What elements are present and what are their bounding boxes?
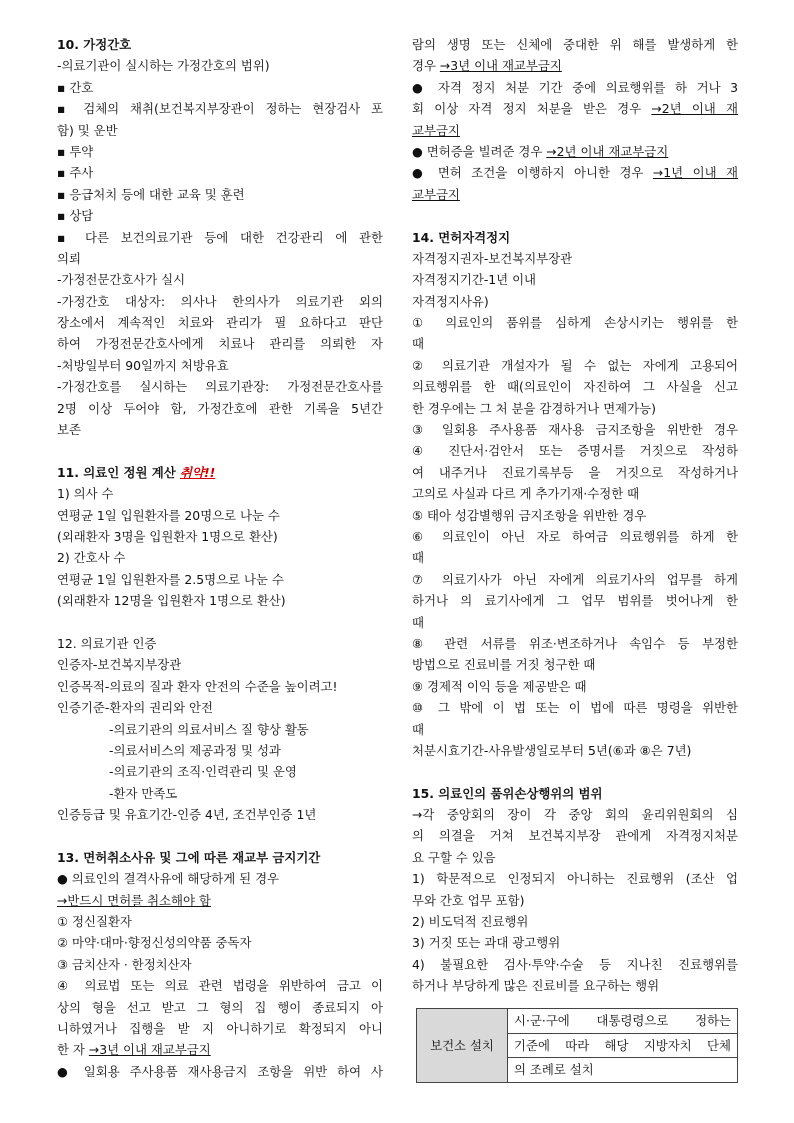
line-text: 의 의결을 거쳐 보건복지부장 관에게 자격정지처분 <box>412 828 738 844</box>
left-line <box>57 462 383 483</box>
line-text: 13. 면허취소사유 및 그에 따른 재교부 금지기간 <box>57 849 321 865</box>
line-text: 상의 형을 선고 받고 그 형의 집 행이 종료되지 아 <box>57 999 383 1015</box>
line-text: 자격정지사유) <box>412 293 489 309</box>
line-text: ① 의료인의 품위를 심하게 손상시키는 행위를 한 <box>412 315 738 331</box>
right-line <box>412 419 738 440</box>
left-line <box>57 911 383 932</box>
left-line <box>57 205 383 226</box>
right-line <box>412 34 738 55</box>
line-text: (외래환자 12명을 입원환자 1명으로 환산) <box>57 593 286 609</box>
right-line <box>412 847 738 868</box>
left-line <box>57 227 383 248</box>
health-center-box <box>416 1008 738 1083</box>
right-line <box>412 184 738 205</box>
left-line <box>57 697 383 718</box>
underlined-note: 교부금지 <box>412 186 460 202</box>
left-line <box>57 483 383 504</box>
right-line <box>412 804 738 825</box>
line-text: ▪ 응급처치 등에 대한 교육 및 훈련 <box>57 186 245 202</box>
line-text: 연평균 1일 입원환자를 2.5명으로 나눈 수 <box>57 571 284 587</box>
left-line <box>57 847 383 868</box>
line-text: -의료기관의 의료서비스 질 향상 활동 <box>109 721 309 737</box>
line-text: 2) 간호사 수 <box>57 550 126 566</box>
left-line <box>57 376 383 397</box>
line-text: 2명 이상 두어야 함, 가정간호에 관한 기록을 5년간 <box>57 400 383 416</box>
left-line <box>57 333 383 354</box>
line-text: 보존 <box>57 422 81 438</box>
left-line <box>57 1061 383 1082</box>
left-line <box>57 355 383 376</box>
line-text: -처방일부터 90일까지 처방유효 <box>57 357 229 373</box>
left-line <box>57 1039 383 1060</box>
line-text: 처분시효기간-사유발생일로부터 5년(⑥과 ⑧은 7년) <box>412 742 692 758</box>
line-text: ▪ 간호 <box>57 79 94 95</box>
left-line <box>57 291 383 312</box>
line-text: ① 정신질환자 <box>57 914 132 930</box>
left-line <box>57 612 383 633</box>
left-line <box>57 77 383 98</box>
right-line <box>412 590 738 611</box>
left-line <box>57 633 383 654</box>
line-text: 의료행위를 한 때(의료인이 자진하여 그 사실을 신고 <box>412 379 738 395</box>
line-text: 인증등급 및 유효기간-인증 4년, 조건부인증 1년 <box>57 807 317 823</box>
left-line <box>57 975 383 996</box>
line-text: ⑤ 태아 성감별행위 금지조항을 위반한 경우 <box>412 507 647 523</box>
right-line <box>412 932 738 953</box>
right-line <box>412 376 738 397</box>
line-text: 15. 의료인의 품위손상행위의 범위 <box>412 785 603 801</box>
right-line <box>412 547 738 568</box>
line-text: 12. 의료기관 인증 <box>57 635 157 651</box>
box-line-1: 시·군·구에 대통령령으로 정하는 <box>508 1009 738 1034</box>
line-text: 자격정지권자-보건복지부장관 <box>412 250 573 266</box>
right-line <box>412 205 738 226</box>
left-line <box>57 676 383 697</box>
box-line-3: 의 조례로 설치 <box>508 1058 738 1083</box>
line-text: 경우 <box>412 58 440 74</box>
left-line <box>57 141 383 162</box>
line-text: 요 구할 수 있음 <box>412 849 496 865</box>
right-line <box>412 77 738 98</box>
line-text: 하거나 부당하게 많은 진료비를 요구하는 행위 <box>412 978 660 994</box>
line-text: 한 경우에는 그 처 분을 감경하거나 면제가능) <box>412 400 656 416</box>
left-line <box>57 590 383 611</box>
right-line <box>412 890 738 911</box>
underlined-note: →2년 이내 재 <box>651 101 738 117</box>
line-text: ③ 금치산자 · 한정치산자 <box>57 956 192 972</box>
line-text: ② 마약·대마·향정신성의약품 중독자 <box>57 935 252 951</box>
left-line <box>57 932 383 953</box>
line-text: 3) 거짓 또는 과대 광고행위 <box>412 935 561 951</box>
right-line <box>412 719 738 740</box>
line-text: ⑧ 관련 서류를 위조·변조하거나 속임수 등 부정한 <box>412 635 738 651</box>
right-line <box>412 697 738 718</box>
right-column <box>412 34 738 997</box>
right-line <box>412 440 738 461</box>
line-text: ③ 일회용 주사용품 재사용 금지조항을 위반한 경우 <box>412 422 738 438</box>
line-text: 1) 의사 수 <box>57 486 114 502</box>
box-line-2: 기준에 따라 해당 지방자치 단체 <box>508 1033 738 1058</box>
left-line <box>57 868 383 889</box>
line-text: ● 의료인의 결격사유에 해당하게 된 경우 <box>57 871 280 887</box>
line-text: ⑨ 경제적 이익 등을 제공받은 때 <box>412 678 587 694</box>
left-line <box>57 440 383 461</box>
line-text: ▪ 주사 <box>57 165 94 181</box>
line-text: 때 <box>412 721 424 737</box>
right-line <box>412 162 738 183</box>
box-label: 보건소 설치 <box>417 1009 508 1083</box>
left-line <box>57 269 383 290</box>
right-line <box>412 954 738 975</box>
line-text: 자격정지기간-1년 이내 <box>412 272 537 288</box>
line-text: -의료기관이 실시하는 가정간호의 범위) <box>57 58 270 74</box>
line-text: 방법으로 진료비를 거짓 청구한 때 <box>412 657 596 673</box>
underlined-note: 교부금지 <box>412 122 460 138</box>
line-text: 1) 학문적으로 인정되지 아니하는 진료행위 (조산 업 <box>412 871 738 887</box>
left-line <box>57 526 383 547</box>
line-text: -환자 만족도 <box>109 785 178 801</box>
left-line <box>57 505 383 526</box>
line-text: 하여 가정전문간호사에게 치료나 관리를 의뢰한 자 <box>57 336 383 352</box>
line-text: -가정전문간호사가 실시 <box>57 272 186 288</box>
right-line <box>412 227 738 248</box>
line-text: 함) 및 운반 <box>57 122 118 138</box>
underlined-note: →3년 이내 재교부금지 <box>88 1042 211 1058</box>
line-text: 11. 의료인 정원 계산 <box>57 464 180 480</box>
right-line <box>412 911 738 932</box>
right-line <box>412 291 738 312</box>
underlined-note: →반드시 면허를 취소해야 함 <box>57 892 211 908</box>
left-line <box>57 162 383 183</box>
line-text: -의료서비스의 제공과정 및 성과 <box>109 742 281 758</box>
right-line <box>412 141 738 162</box>
right-line <box>412 483 738 504</box>
line-text: ● 면허 조건을 이행하지 아니한 경우 <box>412 165 653 181</box>
line-text: ⑩ 그 밖에 이 법 또는 이 법에 따른 명령을 위반한 <box>412 700 738 716</box>
line-text: 니하였거나 집행을 받 지 아니하기로 확정되지 아니 <box>57 1020 383 1036</box>
line-text: ● 면허증을 빌려준 경우 <box>412 143 547 159</box>
left-line <box>57 55 383 76</box>
line-text: 때 <box>412 336 424 352</box>
line-text: →각 중앙회의 장이 각 중앙 회의 윤리위원회의 심 <box>412 807 738 823</box>
left-line <box>57 312 383 333</box>
line-text: 연평균 1일 입원환자를 20명으로 나눈 수 <box>57 507 280 523</box>
line-text: 인증목적-의료의 질과 환자 안전의 수준을 높이려고! <box>57 678 338 694</box>
left-line <box>57 398 383 419</box>
line-text: 람의 생명 또는 신체에 중대한 위 해를 발생하게 한 <box>412 37 738 52</box>
right-line <box>412 654 738 675</box>
line-text: ④ 의료법 또는 의료 관련 법령을 위반하여 금고 이 <box>57 978 383 994</box>
right-line <box>412 761 738 782</box>
left-line <box>57 184 383 205</box>
right-line <box>412 825 738 846</box>
line-text: 때 <box>412 550 424 566</box>
line-text: 하거나 의 료기사에게 그 업무 범위를 벗어나게 한 <box>412 593 738 609</box>
line-text: ⑦ 의료기사가 아닌 자에게 의료기사의 업무를 하게 <box>412 571 738 587</box>
left-line <box>57 34 383 55</box>
left-line <box>57 719 383 740</box>
right-line <box>412 569 738 590</box>
right-line <box>412 120 738 141</box>
underlined-note: →3년 이내 재교부금지 <box>439 58 562 74</box>
line-text: 장소에서 계속적인 치료와 관리가 필 요하다고 판단 <box>57 315 383 331</box>
right-line <box>412 462 738 483</box>
right-line <box>412 740 738 761</box>
line-text: ▪ 상담 <box>57 208 94 224</box>
line-text: ④ 진단서·검안서 또는 증명서를 거짓으로 작성하 <box>412 443 738 459</box>
left-line <box>57 890 383 911</box>
line-text: 4) 불필요한 검사·투약·수술 등 지나친 진료행위를 <box>412 956 738 972</box>
line-text: ● 자격 정지 처분 기간 중에 의료행위를 하 거나 3 <box>412 79 738 95</box>
line-text: 때 <box>412 614 424 630</box>
line-text: ● 일회용 주사용품 재사용금지 조항을 위반 하여 사 <box>57 1063 383 1079</box>
left-line <box>57 98 383 119</box>
right-line <box>412 98 738 119</box>
left-line <box>57 654 383 675</box>
right-line <box>412 355 738 376</box>
left-line <box>57 997 383 1018</box>
line-text: -가정간호를 실시하는 의료기관장: 가정전문간호사를 <box>57 379 383 395</box>
right-line <box>412 612 738 633</box>
right-line <box>412 526 738 547</box>
left-line <box>57 825 383 846</box>
left-line <box>57 954 383 975</box>
right-line <box>412 398 738 419</box>
left-line <box>57 740 383 761</box>
left-line <box>57 419 383 440</box>
left-line <box>57 120 383 141</box>
left-line <box>57 248 383 269</box>
right-line <box>412 783 738 804</box>
left-line <box>57 1018 383 1039</box>
line-text: 인증기준-환자의 권리와 안전 <box>57 700 213 716</box>
left-line <box>57 761 383 782</box>
line-text: 14. 면허자격정지 <box>412 229 511 245</box>
line-text: ② 의료기관 개설자가 될 수 없는 자에게 고용되어 <box>412 357 738 373</box>
line-text: 의뢰 <box>57 250 81 266</box>
right-line <box>412 248 738 269</box>
right-line <box>412 269 738 290</box>
line-text: ▪ 검체의 채취(보건복지부장관이 정하는 현장검사 포 <box>57 101 383 117</box>
right-line <box>412 633 738 654</box>
right-line <box>412 55 738 76</box>
underlined-note: →2년 이내 재교부금지 <box>546 143 669 159</box>
line-text: 인증자-보건복지부장관 <box>57 657 182 673</box>
line-text: (외래환자 3명을 입원환자 1명으로 환산) <box>57 528 278 544</box>
line-text: 10. 가정간호 <box>57 37 132 52</box>
right-line <box>412 333 738 354</box>
warning-mark: 취약!! <box>180 464 216 480</box>
line-text: 한 자 <box>57 1042 89 1058</box>
right-line <box>412 975 738 996</box>
line-text: 고의로 사실과 다르 게 추가기재·수정한 때 <box>412 486 640 502</box>
right-line <box>412 868 738 889</box>
underlined-note: →1년 이내 재 <box>652 165 738 181</box>
right-line <box>412 676 738 697</box>
line-text: -의료기관의 조직·인력관리 및 운영 <box>109 764 297 780</box>
left-column <box>57 34 383 1082</box>
line-text: 무와 간호 업무 포함) <box>412 892 525 908</box>
left-line <box>57 547 383 568</box>
line-text: ▪ 다른 보건의료기관 등에 대한 건강관리 에 관한 <box>57 229 383 245</box>
right-line <box>412 505 738 526</box>
line-text: 2) 비도덕적 진료행위 <box>412 914 529 930</box>
right-line <box>412 312 738 333</box>
line-text: ▪ 투약 <box>57 143 94 159</box>
left-line <box>57 804 383 825</box>
left-line <box>57 569 383 590</box>
line-text: 여 내주거나 진료기록부등 을 거짓으로 작성하거나 <box>412 464 738 480</box>
left-line <box>57 783 383 804</box>
line-text: 회 이상 자격 정지 처분을 받은 경우 <box>412 101 652 117</box>
line-text: ⑥ 의료인이 아닌 자로 하여금 의료행위를 하게 한 <box>412 528 738 544</box>
line-text: -가정간호 대상자: 의사나 한의사가 의료기관 외의 <box>57 293 383 309</box>
